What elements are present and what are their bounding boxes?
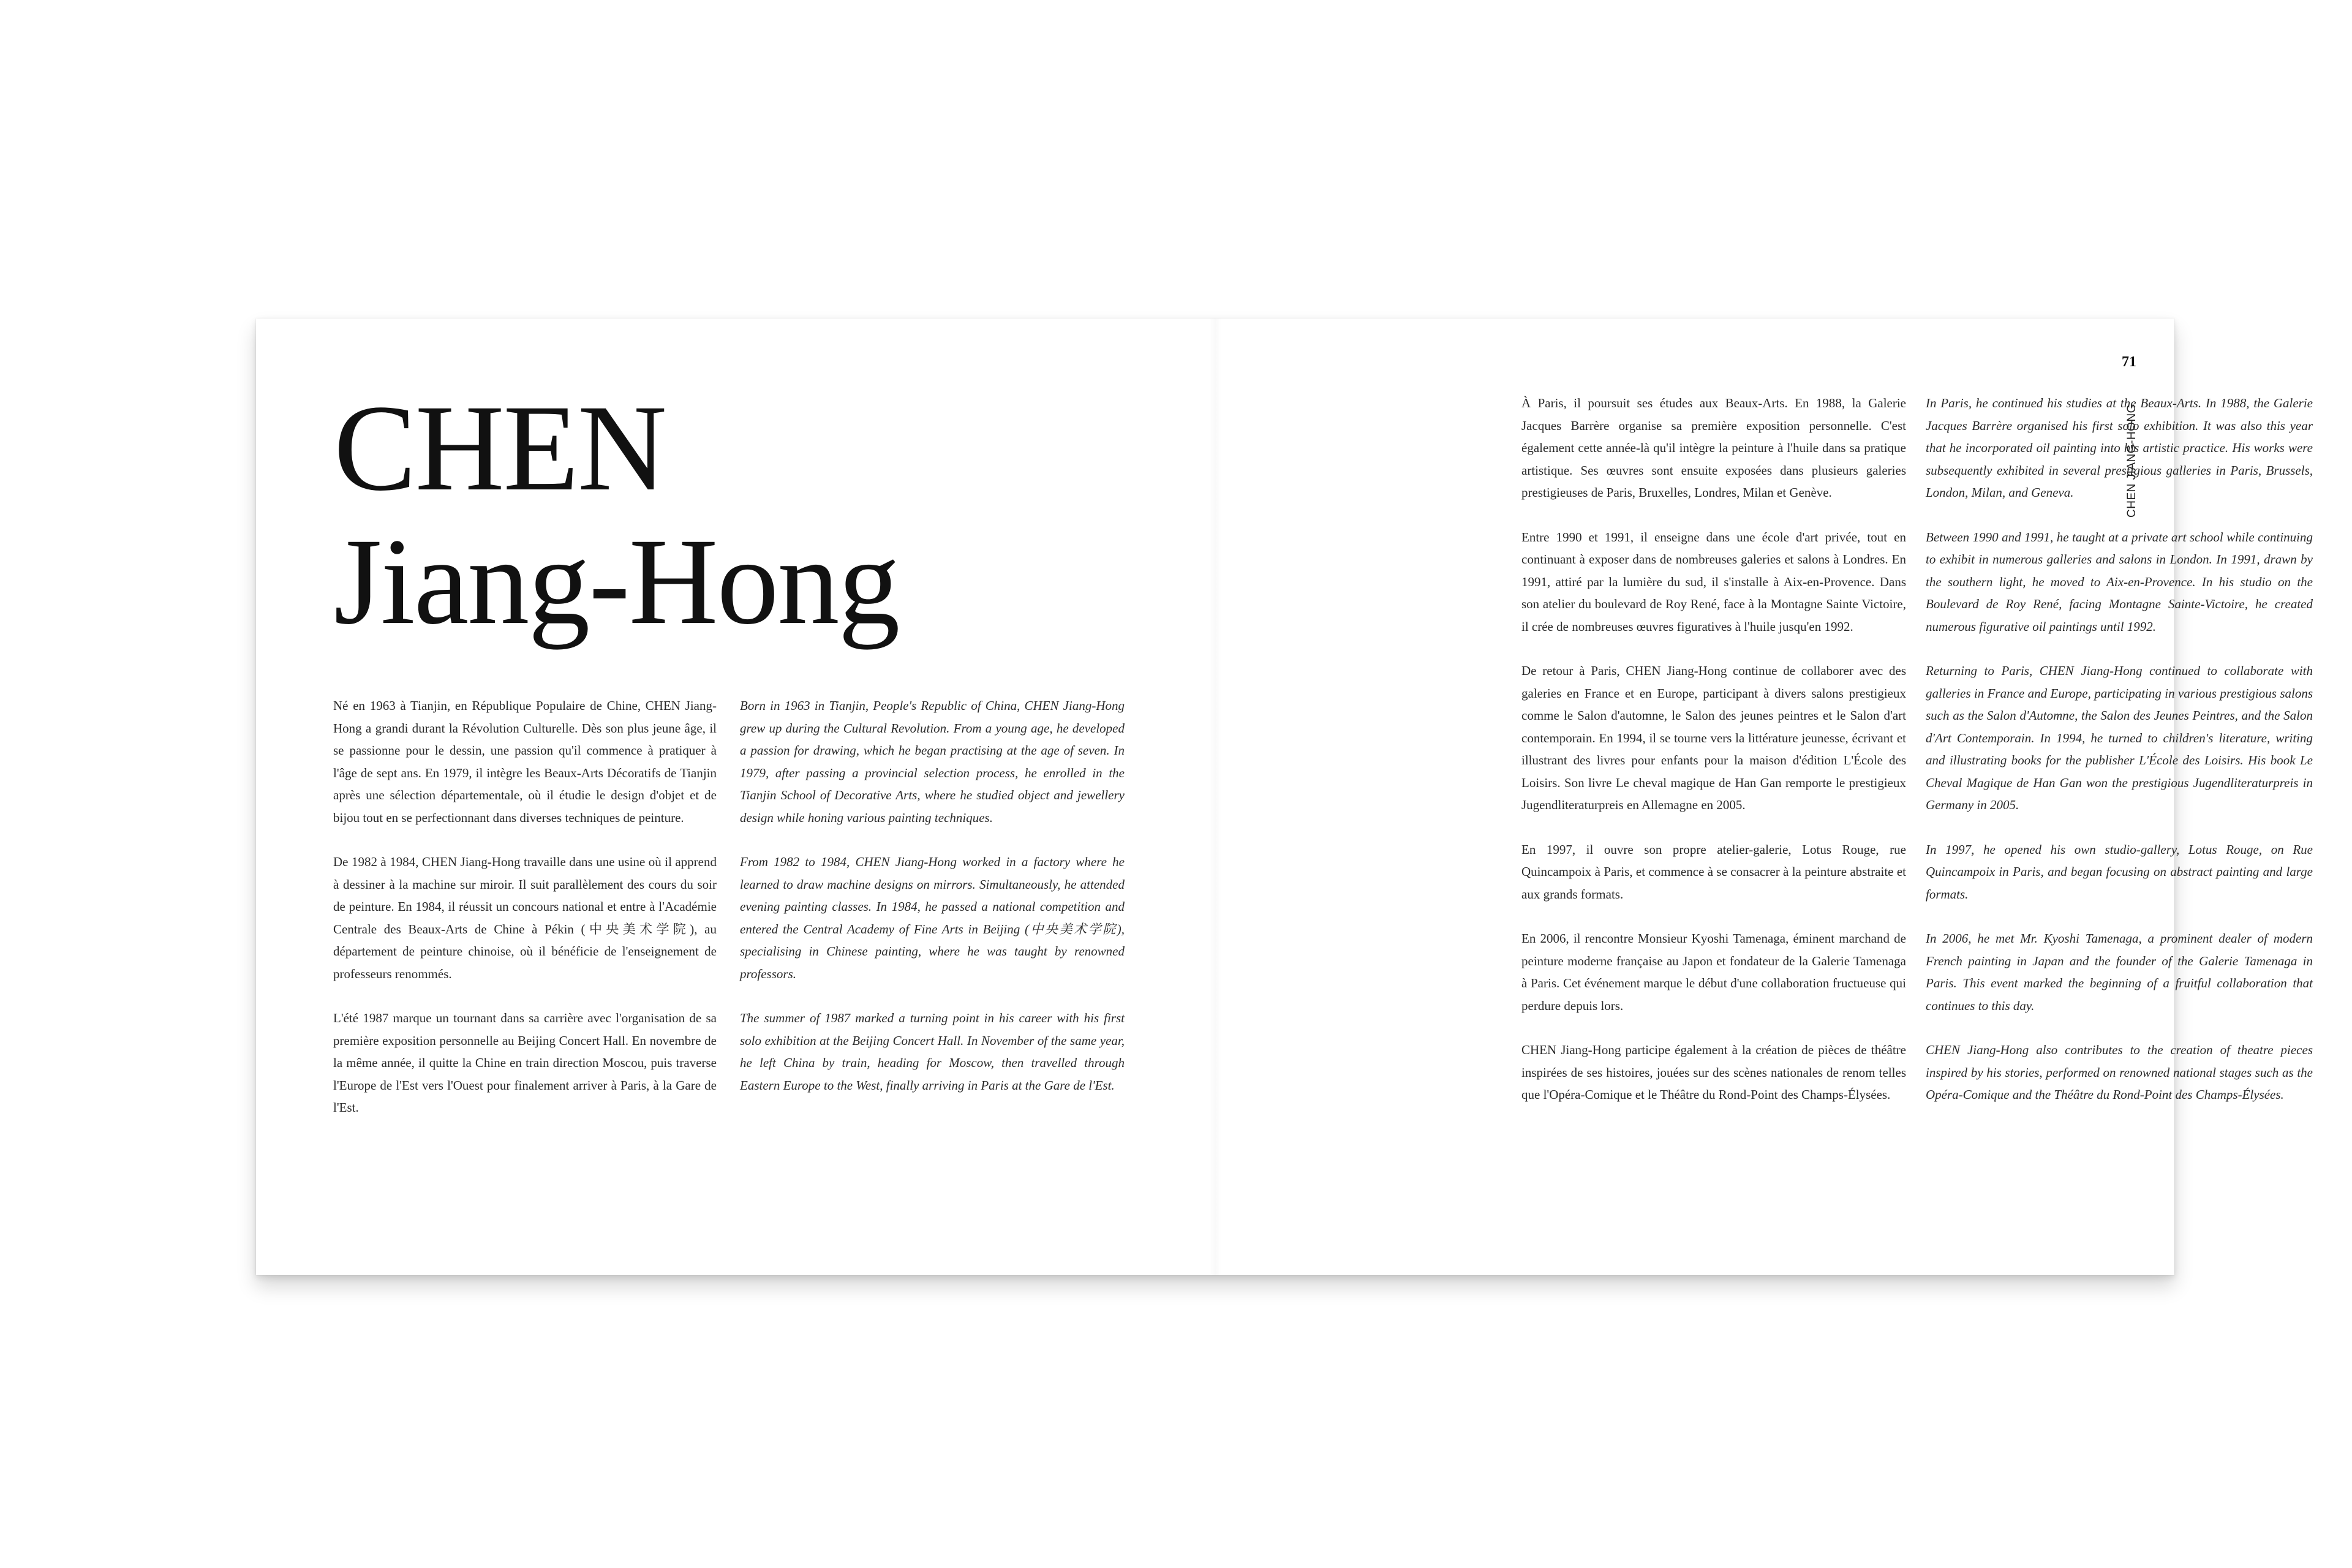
english-paragraph: In 1997, he opened his own studio-gallery, Lotus Rouge, on Rue Quincampoix in Paris, and began focusing on abstract painting and large formats. bbox=[1926, 842, 2313, 902]
french-paragraph: De retour à Paris, CHEN Jiang-Hong continue de collaborer avec des galeries en France et en Europe, participant à divers salons prestigieux comme le Salon d'automne, le Salon des jeunes peintres et le Salon d'art contemporain. En 1994, il se tourne vers la littérature jeunesse, écrivant et illustrant des livres pour enfants pour la maison d'édition L'École des Loisirs. Son livre Le cheval magique de Han Gan remporte le prestigieux Jugendliteraturpreis en Allemagne en 2005. bbox=[1521, 663, 1906, 812]
french-column-left bbox=[333, 695, 717, 1119]
french-paragraph: En 2006, il rencontre Monsieur Kyoshi Tamenaga, éminent marchand de peinture moderne française au Japon et fondateur de la Galerie Tamenaga à Paris. Cet événement marque le début d'une collaboration fructueuse qui perdure depuis lors. bbox=[1521, 931, 1906, 1013]
french-paragraph: À Paris, il poursuit ses études aux Beaux-Arts. En 1988, la Galerie Jacques Barrère organise sa première exposition personnelle. C'est également cette année-là qu'il intègre la peinture à l'huile dans sa pratique artistique. Ses œuvres sont ensuite exposées dans plusieurs galeries prestigieuses de Paris, Bruxelles, Londres, Milan et Genève. bbox=[1521, 396, 1906, 500]
book-spread bbox=[256, 318, 2313, 1275]
title-line-2: Jiang-Hong bbox=[334, 513, 899, 650]
french-paragraph: Né en 1963 à Tianjin, en République Populaire de Chine, CHEN Jiang-Hong a grandi durant la Révolution Culturelle. Dès son plus jeune âge, il se passionne pour le dessin, une passion qu'il commence à pratiquer à l'âge de sept ans. En 1979, il intègre les Beaux-Arts Décoratifs de Tianjin après une sélection départementale, où il étudie le design d'objet et de bijou tout en se perfectionnant dans diverses techniques de peinture. bbox=[333, 698, 717, 825]
english-paragraph: From 1982 to 1984, CHEN Jiang-Hong worked in a factory where he learned to draw machine designs on mirrors. Simultaneously, he attended evening painting classes. In 1984, he passed a national competition and entered the Central Academy of Fine Arts in Beijing (中央美术学院), specialising in Chinese painting, where he was taught by renowned professors. bbox=[740, 854, 1125, 981]
french-paragraph: Entre 1990 et 1991, il enseigne dans une école d'art privée, tout en continuant à exposer dans de nombreuses galeries et salons à Londres. En 1991, attiré par la lumière du sud, il s'installe à Aix-en-Provence. Dans son atelier du boulevard de Roy René, face à la Montagne Sainte Victoire, il crée de nombreuses œuvres figuratives à l'huile jusqu'en 1992. bbox=[1521, 529, 1906, 634]
running-head-text: CHEN JIANG-HONG bbox=[2125, 404, 2138, 518]
right-page bbox=[1215, 318, 2313, 1275]
english-paragraph: The summer of 1987 marked a turning point in his career with his first solo exhibition at the Beijing Concert Hall. In November of the same year, he left China by train, heading for Moscow, then travelled through Eastern Europe to the West, finally arriving in Paris at the Gare de l'Est. bbox=[740, 1011, 1125, 1093]
left-page bbox=[256, 318, 1215, 1275]
english-paragraph: Born in 1963 in Tianjin, People's Republic of China, CHEN Jiang-Hong grew up during the Cultural Revolution. From a young age, he developed a passion for drawing, which he began practising at the age of seven. In 1979, after passing a provincial selection process, he enrolled in the Tianjin School of Decorative Arts, where he studied object and jewellery design while honing various painting techniques. bbox=[740, 698, 1125, 825]
french-paragraph: L'été 1987 marque un tournant dans sa carrière avec l'organisation de sa première exposition personnelle au Beijing Concert Hall. En novembre de la même année, il quitte la Chine en train direction Moscou, puis traverse l'Europe de l'Est vers l'Ouest pour finalement arriver à Paris, à la Gare de l'Est. bbox=[333, 1011, 717, 1115]
english-paragraph: Between 1990 and 1991, he taught at a private art school while continuing to exhibit in numerous galleries and salons in London. In 1991, drawn by the southern light, he moved to Aix-en-Provence. In his studio on the Boulevard de Roy René, facing Montagne Sainte-Victoire, he created numerous figurative oil paintings until 1992. bbox=[1926, 529, 2313, 634]
artist-name-title bbox=[334, 381, 899, 648]
page-number: 71 bbox=[2122, 354, 2136, 370]
french-paragraph: De 1982 à 1984, CHEN Jiang-Hong travaille dans une usine où il apprend à dessiner à la machine sur miroir. Il suit parallèlement des cours du soir de peinture. En 1984, il réussit un concours national et entre à l'Académie Centrale des Beaux-Arts de Chine à Pékin (中央美术学院), au département de peinture chinoise, où il bénéficie de l'enseignement de professeurs renommés. bbox=[333, 854, 717, 981]
english-paragraph: Returning to Paris, CHEN Jiang-Hong continued to collaborate with galleries in France and Europe, participating in various prestigious salons such as the Salon d'Automne, the Salon des Jeunes Peintres, and the Salon d'Art Contemporain. In 1994, he turned to children's literature, writing and illustrating books for the publisher L'École des Loisirs. His book Le Cheval Magique de Han Gan won the prestigious Jugendliteraturpreis in Germany in 2005. bbox=[1926, 663, 2313, 812]
title-line-1: CHEN bbox=[334, 379, 666, 516]
english-paragraph: In 2006, he met Mr. Kyoshi Tamenaga, a prominent dealer of modern French painting in Japan and the founder of the Galerie Tamenaga in Paris. This event marked the beginning of a fruitful collaboration that continues to this day. bbox=[1926, 931, 2313, 1013]
french-paragraph: CHEN Jiang-Hong participe également à la création de pièces de théâtre inspirées de ses histoires, jouées sur des scènes nationales de renom telles que l'Opéra-Comique et le Théâtre du Rond-Point des Champs-Élysées. bbox=[1521, 1042, 1906, 1102]
english-paragraph: CHEN Jiang-Hong also contributes to the creation of theatre pieces inspired by his stories, performed on renowned national stages such as the Opéra-Comique and the Théâtre du Rond-Point des Champs-Élysées. bbox=[1926, 1042, 2313, 1102]
french-paragraph: En 1997, il ouvre son propre atelier-galerie, Lotus Rouge, rue Quincampoix à Paris, et commence à se consacrer à la peinture abstraite et aux grands formats. bbox=[1521, 842, 1906, 902]
english-column-right bbox=[1926, 392, 2313, 1106]
english-paragraph: In Paris, he continued his studies at the Beaux-Arts. In 1988, the Galerie Jacques Barrère organised his first solo exhibition. It was also this year that he incorporated oil painting into his artistic practice. His works were subsequently exhibited in several prestigious galleries in Paris, Brussels, London, Milan, and Geneva. bbox=[1926, 396, 2313, 500]
french-column-right bbox=[1521, 392, 1906, 1106]
english-column-left bbox=[740, 695, 1125, 1096]
